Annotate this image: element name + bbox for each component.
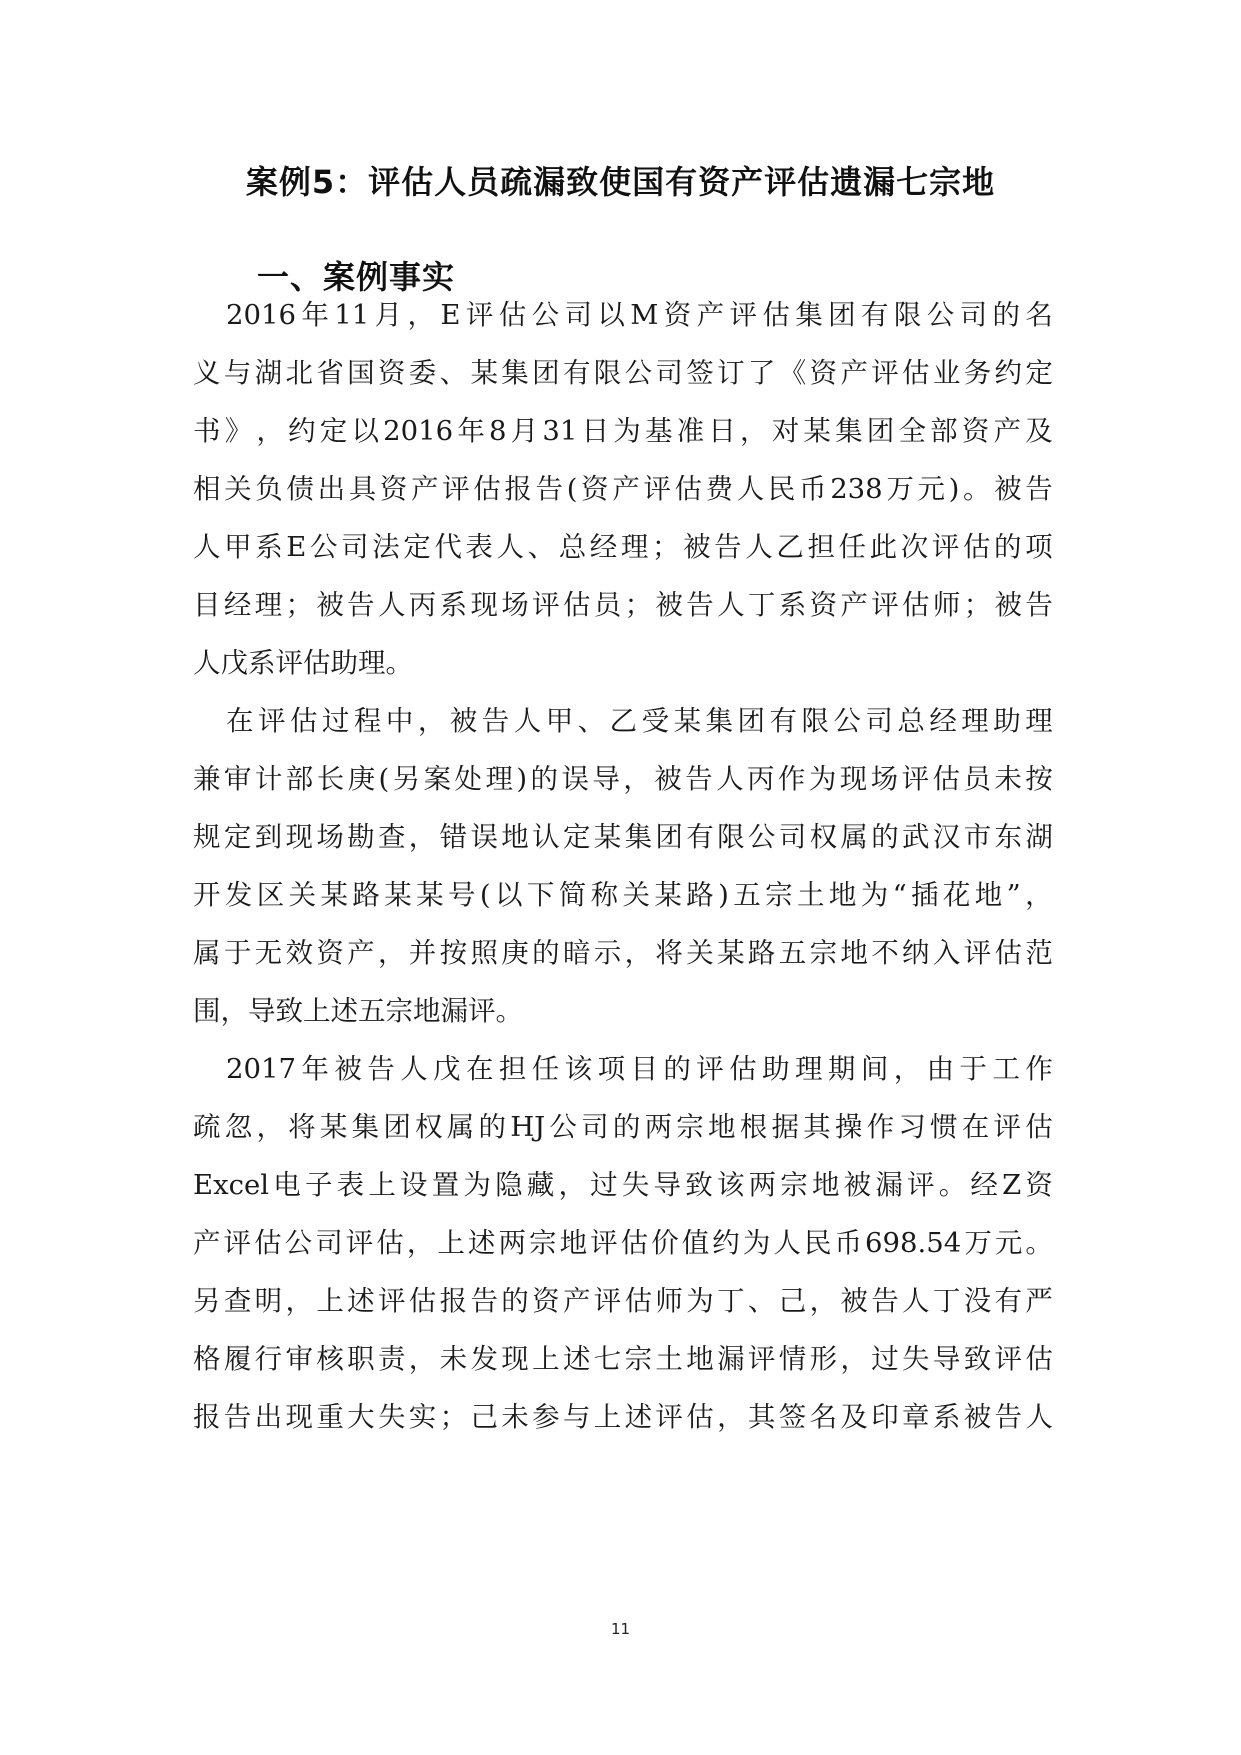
- page-number: 11: [610, 1620, 631, 1638]
- text-line-14: 2017 年 被 告 人 戊 在 担 任 该 项 目 的 评 估 助 理 期 间 ， 由 于 工 作: [226, 1053, 1053, 1085]
- section-heading: 一、案例事实: [257, 258, 456, 296]
- text-line-1: 2016 年 11 月 ， E 评 估 公 司 以 M 资 产 评 估 集 团 有 限 公 司 的 名: [226, 299, 1053, 331]
- text-line-18: 另 查 明 ， 上 述 评 估 报 告 的 资 产 评 估 师 为 丁 、 己 ， 被 告 人 丁 没 有 严: [193, 1285, 1053, 1317]
- text-line-6: 目 经 理 ； 被 告 人 丙 系 现 场 评 估 员 ； 被 告 人 丁 系 资 产 评 估 师 ； 被 告: [193, 589, 1053, 621]
- text-line-17: 产 评 估 公 司 评 估 ， 上 述 两 宗 地 评 估 价 值 约 为 人 民 币 698.54 万 元 。: [193, 1227, 1053, 1259]
- text-line-2: 义 与 湖 北 省 国 资 委 、 某 集 团 有 限 公 司 签 订 了 《 资 产 评 估 业 务 约 定: [193, 357, 1053, 389]
- text-line-11: 开 发 区 关 某 路 某 某 号 ( 以 下 简 称 关 某 路 ) 五 宗 土 地 为 “ 插 花 地 ” ，: [193, 879, 1053, 911]
- text-line-4: 相 关 负 债 出 具 资 产 评 估 报 告 ( 资 产 评 估 费 人 民 币 238 万 元 ) 。 被 告: [193, 473, 1053, 505]
- text-line-9: 兼 审 计 部 长 庚 ( 另 案 处 理 ) 的 误 导 ， 被 告 人 丙 作 为 现 场 评 估 员 未 按: [193, 763, 1053, 795]
- text-line-12: 属 于 无 效 资 产 ， 并 按 照 庚 的 暗 示 ， 将 关 某 路 五 宗 地 不 纳 入 评 估 范: [193, 937, 1053, 969]
- text-line-7: 人戊系评估助理。: [193, 647, 413, 679]
- text-line-3: 书 》 ， 约 定 以 2016 年 8 月 31 日 为 基 准 日 ， 对 某 集 团 全 部 资 产 及: [193, 415, 1053, 447]
- text-line-13: 围，导致上述五宗地漏评。: [193, 995, 523, 1027]
- text-line-19: 格 履 行 审 核 职 责 ， 未 发 现 上 述 七 宗 土 地 漏 评 情 形 ， 过 失 导 致 评 估: [193, 1343, 1053, 1375]
- text-line-15: 疏 忽 ， 将 某 集 团 权 属 的 HJ 公 司 的 两 宗 地 根 据 其 操 作 习 惯 在 评 估: [193, 1111, 1053, 1143]
- text-line-20: 报 告 出 现 重 大 失 实 ； 己 未 参 与 上 述 评 估 ， 其 签 名 及 印 章 系 被 告 人: [193, 1401, 1053, 1433]
- text-line-16: Excel 电 子 表 上 设 置 为 隐 藏 ， 过 失 导 致 该 两 宗 地 被 漏 评 。 经 Z 资: [193, 1169, 1053, 1201]
- text-line-8: 在 评 估 过 程 中 ， 被 告 人 甲 、 乙 受 某 集 团 有 限 公 司 总 经 理 助 理: [226, 705, 1053, 737]
- text-line-5: 人 甲 系 E 公 司 法 定 代 表 人 、 总 经 理 ； 被 告 人 乙 担 任 此 次 评 估 的 项: [193, 531, 1053, 563]
- text-line-10: 规 定 到 现 场 勘 查 ， 错 误 地 认 定 某 集 团 有 限 公 司 权 属 的 武 汉 市 东 湖: [193, 821, 1053, 853]
- document-title: 案例5：评估人员疏漏致使国有资产评估遗漏七宗地: [245, 163, 996, 201]
